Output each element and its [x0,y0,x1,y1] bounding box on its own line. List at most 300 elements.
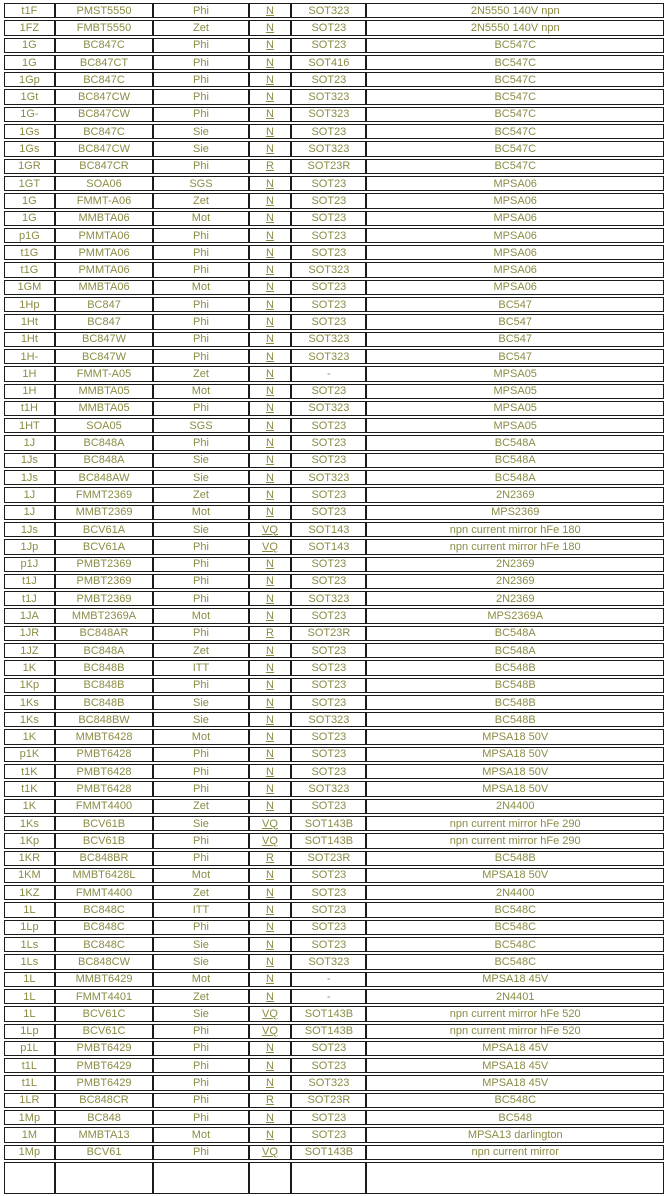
cell-equivalent-description: MPSA18 50V [366,868,664,883]
cell-polarity [249,245,292,260]
cell-polarity [249,557,292,572]
cell-manufacturer: SGS [153,176,248,191]
cell-marking-code: 1L [4,972,55,987]
cell-polarity [249,781,292,796]
table-row [4,885,664,900]
polarity-value: N [266,748,274,761]
table-row [4,435,664,450]
cell-polarity [249,453,292,468]
cell-polarity [249,799,292,814]
cell-marking-code: 1K [4,660,55,675]
cell-package: SOT323 [291,401,366,416]
cell-package: SOT323 [291,954,366,969]
cell-equivalent-description: 2N4400 [366,799,664,814]
table-row [4,954,664,969]
cell-equivalent-description: npn current mirror hFe 290 [366,833,664,848]
cell-device-name: BCV61A [55,522,153,537]
cell-device-name [55,1162,153,1194]
cell-manufacturer: Zet [153,20,248,35]
cell-polarity [249,833,292,848]
cell-equivalent-description: 2N5550 140V npn [366,20,664,35]
cell-marking-code: 1J [4,505,55,520]
cell-package: SOT23 [291,38,366,53]
cell-equivalent-description: MPSA05 [366,401,664,416]
cell-polarity [249,72,292,87]
cell-equivalent-description: MPSA18 45V [366,1041,664,1056]
cell-package: SOT23 [291,72,366,87]
cell-package: SOT143B [291,833,366,848]
cell-marking-code: p1G [4,228,55,243]
cell-manufacturer: Phi [153,591,248,606]
cell-device-name: BC848B [55,695,153,710]
cell-package: - [291,989,366,1004]
table-row [4,1162,664,1194]
cell-manufacturer: Phi [153,107,248,122]
cell-device-name: SOA06 [55,176,153,191]
polarity-value: N [266,783,274,795]
polarity-value: N [266,315,274,328]
polarity-value: N [266,1059,274,1072]
polarity-value: N [266,108,274,121]
cell-polarity [249,38,292,53]
cell-package: SOT143B [291,1024,366,1039]
cell-marking-code: 1Gt [4,89,55,104]
cell-polarity [249,885,292,900]
cell-marking-code: 1JZ [4,643,55,658]
cell-device-name: BCV61C [55,1006,153,1021]
cell-package: SOT23 [291,729,366,744]
table-row [4,747,664,762]
cell-device-name: MMBTA05 [55,384,153,399]
cell-device-name: PMBT6429 [55,1075,153,1090]
cell-polarity [249,262,292,277]
table-row [4,574,664,589]
table-row [4,211,664,226]
table-row [4,851,664,866]
cell-marking-code: t1F [4,3,55,18]
table-row [4,487,664,502]
cell-package: SOT23 [291,1058,366,1073]
cell-polarity [249,851,292,866]
table-row [4,1041,664,1056]
cell-equivalent-description: BC548A [366,453,664,468]
cell-marking-code: 1Mp [4,1145,55,1160]
cell-package: SOT23 [291,868,366,883]
cell-manufacturer: Phi [153,539,248,554]
cell-polarity [249,539,292,554]
cell-package: SOT23 [291,574,366,589]
cell-equivalent-description: MPSA06 [366,280,664,295]
polarity-value: N [266,350,274,363]
table-row [4,141,664,156]
cell-package: SOT23 [291,228,366,243]
cell-marking-code: t1K [4,781,55,796]
cell-package: SOT23 [291,487,366,502]
table-row [4,591,664,606]
cell-package: SOT23 [291,211,366,226]
cell-package: SOT23 [291,1041,366,1056]
cell-device-name: PMST5550 [55,3,153,18]
cell-marking-code: 1Gs [4,124,55,139]
cell-marking-code: t1J [4,591,55,606]
table-row [4,972,664,987]
cell-equivalent-description: BC548C [366,902,664,917]
cell-polarity [249,608,292,623]
table-row [4,1093,664,1108]
cell-manufacturer: Phi [153,1075,248,1090]
cell-polarity [249,366,292,381]
cell-marking-code: 1L [4,1006,55,1021]
polarity-value: N [266,229,274,242]
cell-package: SOT143 [291,522,366,537]
cell-manufacturer: Phi [153,89,248,104]
cell-device-name: SOA05 [55,418,153,433]
cell-marking-code: 1Ht [4,314,55,329]
cell-equivalent-description: npn current mirror hFe 180 [366,522,664,537]
cell-package: SOT23 [291,608,366,623]
polarity-value: N [266,506,274,519]
polarity-value: R [266,160,274,173]
cell-device-name: BC848A [55,643,153,658]
table-row [4,920,664,935]
table-row [4,280,664,295]
cell-manufacturer: Sie [153,470,248,485]
cell-device-name: FMMT-A05 [55,366,153,381]
cell-device-name: BC847C [55,38,153,53]
polarity-value: VQ [262,817,278,830]
cell-polarity [249,228,292,243]
cell-equivalent-description: npn current mirror hFe 520 [366,1006,664,1021]
polarity-value: VQ [262,540,278,553]
cell-polarity [249,678,292,693]
cell-marking-code: 1H [4,366,55,381]
polarity-value: N [266,973,274,986]
cell-package: - [291,366,366,381]
cell-equivalent-description: MPSA06 [366,245,664,260]
cell-polarity [249,1058,292,1073]
cell-polarity [249,487,292,502]
cell-device-name: MMBT6429 [55,972,153,987]
cell-marking-code: 1JA [4,608,55,623]
cell-polarity [249,902,292,917]
cell-polarity [249,470,292,485]
cell-package: SOT23 [291,1110,366,1125]
cell-polarity [249,435,292,450]
table-row [4,868,664,883]
cell-equivalent-description: MPS2369 [366,505,664,520]
polarity-value: R [266,627,274,640]
cell-device-name: BC847CT [55,55,153,70]
cell-device-name: BCV61 [55,1145,153,1160]
polarity-value: N [266,713,274,726]
polarity-value: N [266,696,274,709]
table-row [4,470,664,485]
cell-equivalent-description: BC548A [366,435,664,450]
cell-marking-code: 1KZ [4,885,55,900]
polarity-value: N [266,1128,274,1141]
cell-polarity [249,3,292,18]
table-row [4,176,664,191]
cell-device-name: MMBTA13 [55,1127,153,1142]
polarity-value: N [266,39,274,52]
cell-manufacturer: Mot [153,729,248,744]
cell-equivalent-description: BC547C [366,55,664,70]
cell-equivalent-description: BC547 [366,349,664,364]
cell-polarity [249,522,292,537]
cell-manufacturer: Phi [153,435,248,450]
cell-marking-code: 1Lp [4,920,55,935]
polarity-value: VQ [262,834,278,847]
cell-manufacturer: Sie [153,937,248,952]
table-row [4,1075,664,1090]
cell-device-name: BC847C [55,124,153,139]
table-row [4,505,664,520]
cell-manufacturer: Sie [153,141,248,156]
cell-manufacturer: ITT [153,902,248,917]
cell-device-name: BC847W [55,349,153,364]
cell-polarity [249,1145,292,1160]
table-row [4,902,664,917]
cell-manufacturer: Phi [153,38,248,53]
cell-manufacturer: Phi [153,1024,248,1039]
table-row [4,384,664,399]
cell-marking-code: 1K [4,729,55,744]
table-row [4,1024,664,1039]
cell-package: SOT323 [291,1075,366,1090]
polarity-value: N [266,91,274,104]
polarity-value: N [266,869,274,882]
polarity-value: N [266,661,274,674]
cell-equivalent-description: BC548A [366,643,664,658]
cell-device-name: BCV61B [55,833,153,848]
cell-manufacturer: Phi [153,332,248,347]
cell-equivalent-description: MPSA05 [366,418,664,433]
polarity-value: N [266,1077,274,1090]
cell-equivalent-description: BC547 [366,314,664,329]
cell-equivalent-description: npn current mirror hFe 290 [366,816,664,831]
cell-device-name: FMMT4400 [55,799,153,814]
table-row [4,1058,664,1073]
cell-package: SOT323 [291,712,366,727]
cell-package: SOT143B [291,1006,366,1021]
table-row [4,989,664,1004]
cell-package: SOT323 [291,591,366,606]
cell-marking-code: 1Gs [4,141,55,156]
cell-polarity [249,1024,292,1039]
table-row [4,660,664,675]
cell-manufacturer: Phi [153,297,248,312]
table-row [4,781,664,796]
cell-marking-code: 1G [4,211,55,226]
cell-manufacturer: Sie [153,695,248,710]
cell-manufacturer: Sie [153,453,248,468]
table-row [4,626,664,641]
marking-table-body [4,3,664,1194]
cell-marking-code: 1L [4,902,55,917]
cell-device-name: MMBTA05 [55,401,153,416]
cell-device-name: BC847CW [55,107,153,122]
cell-manufacturer: Sie [153,522,248,537]
polarity-value: N [266,955,274,968]
cell-marking-code: 1Hp [4,297,55,312]
cell-marking-code: t1G [4,245,55,260]
cell-manufacturer: Phi [153,781,248,796]
cell-manufacturer: ITT [153,660,248,675]
cell-marking-code: p1K [4,747,55,762]
cell-marking-code: 1Ls [4,937,55,952]
polarity-value: N [266,212,274,225]
cell-marking-code: 1K [4,799,55,814]
cell-manufacturer: Phi [153,349,248,364]
polarity-value: N [266,367,274,380]
polarity-value: N [266,143,274,156]
cell-equivalent-description: MPSA18 50V [366,781,664,796]
cell-equivalent-description: MPS2369A [366,608,664,623]
table-row [4,1110,664,1125]
cell-polarity [249,418,292,433]
cell-package: SOT23R [291,1093,366,1108]
cell-device-name: PMBT6428 [55,764,153,779]
cell-device-name: BC848C [55,937,153,952]
cell-device-name: PMMTA06 [55,262,153,277]
table-row [4,937,664,952]
table-row [4,262,664,277]
cell-equivalent-description: MPSA05 [366,384,664,399]
cell-equivalent-description: BC548B [366,851,664,866]
polarity-value: N [266,488,274,501]
cell-package: SOT23 [291,193,366,208]
cell-marking-code: 1Jp [4,539,55,554]
cell-package: SOT23 [291,902,366,917]
cell-manufacturer: Sie [153,816,248,831]
cell-polarity [249,868,292,883]
cell-polarity [249,695,292,710]
cell-package: SOT323 [291,349,366,364]
cell-manufacturer: Phi [153,1041,248,1056]
cell-device-name: PMBT6429 [55,1041,153,1056]
cell-package: SOT323 [291,89,366,104]
table-row [4,193,664,208]
cell-manufacturer: Phi [153,262,248,277]
cell-device-name: BC848BR [55,851,153,866]
table-row [4,1127,664,1142]
table-row [4,55,664,70]
polarity-value: N [266,1042,274,1055]
cell-equivalent-description: MPSA18 45V [366,972,664,987]
cell-marking-code: 1Ks [4,712,55,727]
cell-manufacturer: Zet [153,487,248,502]
cell-manufacturer: Sie [153,1006,248,1021]
table-row [4,297,664,312]
cell-equivalent-description: MPSA18 50V [366,729,664,744]
cell-device-name: MMBTA06 [55,280,153,295]
cell-device-name: BC848CR [55,1093,153,1108]
polarity-value: N [266,298,274,311]
cell-equivalent-description: BC548 [366,1110,664,1125]
cell-device-name: BC848AR [55,626,153,641]
cell-equivalent-description: BC547C [366,124,664,139]
cell-package: SOT143 [291,539,366,554]
cell-manufacturer: Phi [153,1093,248,1108]
cell-device-name: BC848 [55,1110,153,1125]
cell-marking-code: 1Js [4,470,55,485]
cell-manufacturer: Mot [153,384,248,399]
cell-polarity [249,1110,292,1125]
cell-marking-code: p1J [4,557,55,572]
polarity-value: N [266,73,274,86]
table-row [4,695,664,710]
cell-polarity [249,989,292,1004]
cell-manufacturer: Phi [153,401,248,416]
cell-manufacturer: Phi [153,3,248,18]
cell-marking-code: 1Ks [4,695,55,710]
table-row [4,107,664,122]
cell-device-name: FMMT2369 [55,487,153,502]
cell-polarity [249,297,292,312]
cell-package: SOT23 [291,453,366,468]
table-row [4,332,664,347]
cell-polarity [249,747,292,762]
cell-polarity [249,1075,292,1090]
table-row [4,539,664,554]
cell-equivalent-description: 2N2369 [366,487,664,502]
cell-equivalent-description: 2N4400 [366,885,664,900]
polarity-value: N [266,990,274,1003]
cell-device-name: BC848AW [55,470,153,485]
cell-manufacturer: Phi [153,764,248,779]
cell-manufacturer: Zet [153,193,248,208]
polarity-value: VQ [262,1007,278,1020]
cell-equivalent-description: 2N2369 [366,574,664,589]
table-row [4,349,664,364]
cell-device-name: PMBT6429 [55,1058,153,1073]
cell-marking-code: 1Lp [4,1024,55,1039]
polarity-value: N [266,921,274,934]
cell-polarity [249,764,292,779]
cell-device-name: BCV61C [55,1024,153,1039]
cell-equivalent-description: 2N4401 [366,989,664,1004]
cell-package: SOT323 [291,107,366,122]
table-row [4,159,664,174]
cell-device-name: BC848B [55,660,153,675]
cell-polarity [249,1006,292,1021]
cell-device-name: BCV61A [55,539,153,554]
cell-marking-code: 1M [4,1127,55,1142]
cell-marking-code: 1G [4,193,55,208]
cell-equivalent-description: MPSA06 [366,228,664,243]
cell-package: SOT23 [291,280,366,295]
cell-marking-code: 1Js [4,453,55,468]
table-row [4,1006,664,1021]
cell-marking-code: 1H [4,384,55,399]
table-row [4,833,664,848]
cell-marking-code: 1G [4,38,55,53]
cell-marking-code: t1L [4,1058,55,1073]
cell-polarity [249,89,292,104]
cell-marking-code: t1G [4,262,55,277]
polarity-value: N [266,644,274,657]
cell-marking-code: 1HT [4,418,55,433]
cell-marking-code: 1LR [4,1093,55,1108]
cell-manufacturer: Mot [153,211,248,226]
cell-package: SOT23 [291,747,366,762]
table-row [4,314,664,329]
cell-polarity [249,349,292,364]
cell-device-name: BC848C [55,902,153,917]
cell-manufacturer: Mot [153,868,248,883]
cell-package: SOT23 [291,1127,366,1142]
cell-manufacturer: Sie [153,712,248,727]
